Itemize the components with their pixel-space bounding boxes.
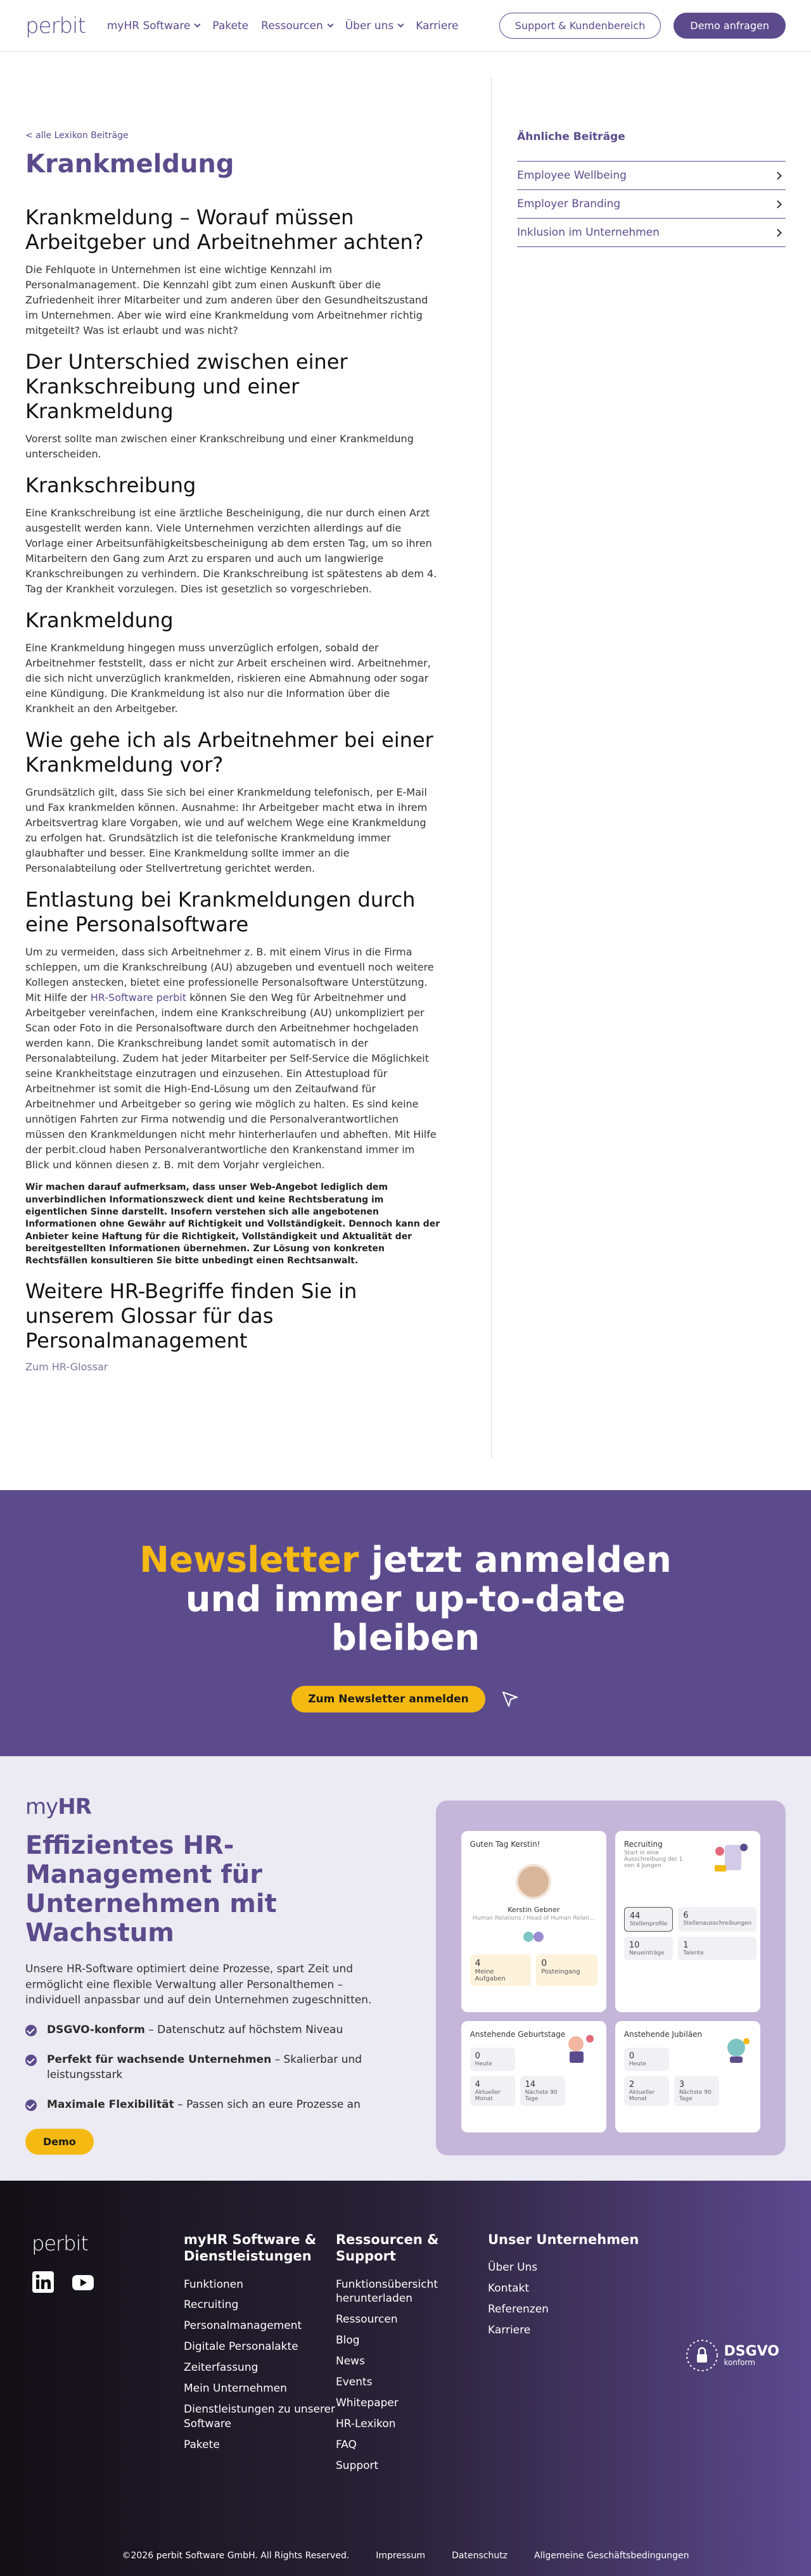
page-title: Krankmeldung <box>25 150 234 179</box>
footer-column-title: Unser Unternehmen <box>488 2232 639 2247</box>
demo-request-button[interactable]: Demo anfragen <box>674 13 786 39</box>
stat-label: Stellenprofile <box>629 1921 668 1927</box>
check-circle-icon <box>25 2025 37 2036</box>
paragraph-relief <box>25 945 440 1173</box>
footer-link[interactable]: Pakete <box>184 2439 220 2451</box>
avatar <box>516 1864 551 1899</box>
footer-column-resources <box>336 2231 488 2480</box>
footer-link[interactable]: Referenzen <box>488 2303 549 2316</box>
gdpr-badge <box>684 2231 779 2480</box>
feature-bold: Maximale Flexibilität <box>47 2098 174 2111</box>
stat-value: 10 <box>629 1941 640 1950</box>
legal-disclaimer: Wir machen darauf aufmerksam, dass unser Web-Angebot lediglich dem unverbindlichen Informationszweck dient und keine Rechtsberatung im eigentlichen Sinne darstellt. Insofern verstehen sich alle angebotenen Informationen ohne Gewähr auf Richtigkeit und Vollständigkeit. Dennoch kann der Anbieter keine Haftung für die Richtigkeit, Vollständigkeit und Aktualität der bereitgestellten Informationen übernehmen. Zur Lösung von konkreten Rechtsfällen konsultieren Sie bitte unbedingt einen Rechtsanwalt. <box>25 1182 440 1266</box>
dashboard-preview <box>436 1801 786 2155</box>
feature-rest: – Passen sich an eure Prozesse an <box>174 2098 361 2111</box>
feature-text <box>47 2052 404 2083</box>
stat-value: 4 <box>475 1958 481 1968</box>
support-button[interactable]: Support & Kundenbereich <box>499 13 661 39</box>
recruiting-title: Recruiting <box>623 1840 663 1849</box>
footer-link[interactable]: Mein Unternehmen <box>184 2382 287 2395</box>
newsletter-action <box>291 1686 520 1712</box>
footer-bottom <box>0 2551 811 2561</box>
header-actions <box>499 13 786 39</box>
footer-link[interactable]: Funktionsübersicht herunterladen <box>336 2278 438 2305</box>
stat-value: 14 <box>525 2080 536 2089</box>
chevron-down-icon <box>398 22 404 28</box>
cursor-arrow-icon <box>501 1690 520 1709</box>
myhr-promo <box>0 1756 811 2181</box>
footer-column-title: myHR Software & Dienstleistungen <box>184 2232 317 2264</box>
stat-tasks <box>470 1954 532 1986</box>
footer-link[interactable]: Events <box>336 2376 373 2389</box>
hr-software-link[interactable]: HR-Software perbit <box>90 992 187 1004</box>
stat-profiles <box>624 1907 673 1932</box>
related-post-item[interactable] <box>517 189 786 218</box>
myhr-logo-prefix: my <box>25 1794 58 1820</box>
related-posts-title: Ähnliche Beiträge <box>517 131 625 143</box>
related-post-label: Employer Branding <box>517 198 621 210</box>
jubilee-illustration <box>711 2029 753 2067</box>
stat-label: Posteingang <box>541 1968 580 1975</box>
stat-label: Heute <box>629 2061 646 2067</box>
stat-label: Nächste 90 Tage <box>679 2089 712 2102</box>
footer-link[interactable]: Dienstleistungen zu unserer Software <box>184 2403 336 2431</box>
recruiting-illustration <box>711 1839 753 1877</box>
youtube-icon[interactable] <box>70 2271 96 2296</box>
nav-pakete[interactable] <box>212 20 248 32</box>
paragraph-krankschreibung: Eine Krankschreibung ist eine ärztliche Bescheinigung, die nur durch einen Arzt ausgestellt werden kann. Viele Unternehmen verzichten allerdings auf die Vorlage einer Arbeitsunfähigkeitsbescheinigung ab dem ersten Tag, um so ihren Mitarbeitern den Gang zum Arzt zu ersparen und auch um langwierige Krankschreibungen zu verhindern. Die Krankschreibung ist spätestens ab dem 4. Tag der Krankheit vorzulegen. Dies ist gesetzlich so vorgeschrieben. <box>25 507 437 596</box>
stat-value: 2 <box>629 2080 635 2089</box>
footer-link[interactable]: Support <box>336 2459 379 2472</box>
myhr-logo <box>25 1794 404 1820</box>
nav-label: Karriere <box>416 19 459 32</box>
related-posts-list <box>517 161 786 247</box>
birthday-stats <box>470 2048 565 2106</box>
nav-label: Über uns <box>345 19 394 32</box>
team-dot <box>533 1932 544 1942</box>
gdpr-text <box>724 2345 779 2366</box>
stat-label: Aktueller Monat <box>629 2089 655 2102</box>
stat-label: Stellenausschreibungen <box>683 1920 752 1927</box>
stat-label: Aktueller Monat <box>475 2089 501 2102</box>
myhr-title: Effizientes HR-Management für Unternehmen mit Wachstum <box>25 1831 277 1948</box>
copyright: ©2026 perbit Software GmbH. All Rights Reserved. <box>122 2551 350 2561</box>
footer-column-software <box>184 2231 336 2480</box>
nav-label: Pakete <box>212 19 249 32</box>
paragraph-intro: Die Fehlquote in Unternehmen ist eine wichtige Kennzahl im Personalmanagement. Die Kennzahl gibt zum einen Auskunft über die Zufriedenheit ihrer Mitarbeiter und zum anderen über den Gesundheitszustand im Unternehmen. Aber wie wird eine Krankmeldung vom Arbeitnehmer richtig mitgeteilt? Was ist erlaubt und was nicht? <box>25 264 428 337</box>
chevron-right-icon <box>774 229 782 237</box>
jubilees-card <box>615 2021 760 2133</box>
footer-link[interactable]: Karriere <box>488 2324 531 2337</box>
feature-item <box>25 2052 404 2083</box>
person-name: Kerstin Gebner <box>508 1906 560 1914</box>
gdpr-sub: konform <box>724 2357 755 2367</box>
newsletter-title-accent: Newsletter <box>139 1540 359 1581</box>
footer-link[interactable]: Zeiterfassung <box>184 2361 259 2375</box>
myhr-logo-suffix: HR <box>58 1794 91 1820</box>
feature-item <box>25 2097 404 2113</box>
glossary-link[interactable]: Zum HR-Glossar <box>25 1360 108 1373</box>
stat-value: 3 <box>679 2080 685 2089</box>
welcome-stats <box>470 1954 597 1986</box>
heading-how-to: Wie gehe ich als Arbeitnehmer bei einer Krankmeldung vor? <box>25 728 433 777</box>
stat-month <box>624 2076 669 2106</box>
footer-column-company <box>488 2231 640 2480</box>
heading-relief: Entlastung bei Krankmeldungen durch eine Personalsoftware <box>25 888 416 937</box>
jubilee-stats <box>624 2048 719 2106</box>
nav-ressourcen[interactable] <box>261 20 333 32</box>
chevron-right-icon <box>774 200 782 208</box>
stat-label: Talente <box>683 1950 704 1956</box>
site-footer <box>0 2181 811 2576</box>
team-avatars <box>470 1932 597 1942</box>
newsletter-signup-button[interactable]: Zum Newsletter anmelden <box>291 1686 485 1712</box>
check-circle-icon <box>25 2055 37 2066</box>
newsletter-title <box>120 1541 691 1658</box>
footer-logo[interactable]: perbit <box>32 2231 88 2255</box>
main-nav <box>107 20 459 32</box>
stat-label: Neueinträge <box>629 1950 665 1956</box>
stat-value: 0 <box>541 1958 547 1968</box>
stat-value: 0 <box>629 2051 635 2061</box>
jubilees-title: Anstehende Jubiläen <box>623 2030 703 2039</box>
birthdays-card <box>461 2021 606 2133</box>
feature-rest: – Datenschutz auf höchstem Niveau <box>144 2023 343 2036</box>
stat-today <box>470 2048 515 2071</box>
footer-link[interactable]: Über Uns <box>488 2261 538 2274</box>
paragraph-krankmeldung: Eine Krankmeldung hingegen muss unverzüglich erfolgen, sobald der Arbeitnehmer feststellt, dass er nicht zur Arbeit erscheinen wird. Arbeitnehmer, die sich nicht unverzüglich krankmelden, riskieren eine Abmahnung oder sogar eine Kündigung. Die Krankmeldung ist also nur die Information über die Krankheit an den Arbeitgeber. <box>25 642 431 715</box>
nav-label: myHR Software <box>106 19 191 32</box>
footer-link[interactable]: Blog <box>336 2334 360 2347</box>
related-post-item[interactable] <box>517 161 786 189</box>
newsletter-title-rest: jetzt anmelden und immer up-to-date bleiben <box>185 1540 672 1659</box>
nav-ueber-uns[interactable] <box>345 20 404 32</box>
perbit-logo[interactable]: perbit <box>25 13 86 39</box>
paragraph-difference: Vorerst sollte man zwischen einer Krankschreibung und einer Krankmeldung unterscheiden. <box>25 433 414 461</box>
stat-value: 44 <box>629 1911 641 1921</box>
nav-karriere[interactable] <box>416 20 458 32</box>
related-post-label: Inklusion im Unternehmen <box>517 226 660 239</box>
stat-new-entries <box>624 1937 673 1960</box>
person-role: Human Relations / Head of Human Relati... <box>472 1915 595 1922</box>
footer-link[interactable]: Recruiting <box>184 2299 239 2312</box>
social-links <box>32 2271 184 2296</box>
stat-label: Nächste 90 Tage <box>525 2089 558 2102</box>
feature-rest: – Skalierbar und leistungsstark <box>47 2053 362 2082</box>
stat-label: Heute <box>475 2061 492 2067</box>
stat-job-ads <box>678 1907 757 1932</box>
newsletter-banner <box>0 1490 811 1756</box>
team-dot <box>523 1932 533 1942</box>
heading-krankschreibung: Krankschreibung <box>25 473 196 498</box>
linkedin-icon[interactable] <box>32 2271 54 2296</box>
chevron-down-icon <box>327 22 333 28</box>
footer-link[interactable]: News <box>336 2355 365 2368</box>
feature-item <box>25 2022 404 2038</box>
myhr-description: Unsere HR-Software optimiert deine Prozesse, spart Zeit und ermöglicht eine flexible Verwaltung aller Personalthemen – individuell anpassbar und auf dein Unternehmen zugeschnitten. <box>25 1963 372 2007</box>
stat-talents <box>678 1937 757 1960</box>
footer-link[interactable]: FAQ <box>336 2439 357 2451</box>
dashboard-grid <box>461 1831 760 2133</box>
recruiting-stats <box>624 1907 751 1960</box>
paragraph-how-to: Grundsätzlich gilt, dass Sie sich bei einer Krankmeldung telefonisch, per E-Mail und Fax krankmelden können. Ausnahme: Ihr Arbeitgeber macht etwa in ihrem Arbeitsvertrag klare Vorgaben, wie und auf welchem Wege eine Krankmeldung zu erfolgen hat. Grundsätzlich ist die telefonische Krankmeldung immer glaubhafter und besser. Eine Krankmeldung sollte immer an die Personalabteilung oder Stellvertretung gerichtet werden. <box>25 786 428 875</box>
welcome-greeting: Guten Tag Kerstin! <box>469 1840 540 1849</box>
footer-top <box>32 2231 779 2480</box>
birthday-illustration <box>557 2029 599 2067</box>
heading-difference: Der Unterschied zwischen einer Krankschreibung und einer Krankmeldung <box>25 350 348 424</box>
heading-more-terms: Weitere HR-Begriffe finden Sie in unserem Glossar für das Personalmanagement <box>25 1278 357 1353</box>
myhr-promo-text <box>25 1794 404 2181</box>
chevron-right-icon <box>774 172 782 180</box>
feature-text <box>47 2022 343 2038</box>
footer-link[interactable]: Ressourcen <box>336 2313 398 2326</box>
heading-intro: Krankmeldung – Worauf müssen Arbeitgeber und Arbeitnehmer achten? <box>25 205 424 255</box>
paragraph-relief-part-1: Um zu vermeiden, dass sich Arbeitnehmer z. B. mit einem Virus in die Firma schleppen, um die Krankschreibung (AU) abzugeben und eventuell noch weitere Kollegen anstecken, bietet eine professionelle Personalsoftware Unterstützung. Mit Hilfe der <box>25 946 434 1004</box>
recruiting-subtitle: Start in eine Ausschreibung der 1 von 4 Jungen <box>623 1850 683 1869</box>
stat-value: 4 <box>475 2080 480 2089</box>
related-post-item[interactable] <box>517 218 786 247</box>
footer-brand <box>32 2231 184 2480</box>
footer-link[interactable]: Kontakt <box>488 2282 530 2295</box>
stat-label: Meine Aufgaben <box>475 1968 506 1982</box>
birthdays-title: Anstehende Geburtstage <box>469 2030 566 2039</box>
stat-value: 1 <box>683 1941 689 1950</box>
footer-link[interactable]: Whitepaper <box>336 2397 399 2410</box>
demo-button[interactable]: Demo <box>25 2129 94 2155</box>
stat-value: 0 <box>475 2051 480 2061</box>
sidebar-divider <box>491 77 492 1458</box>
check-circle-icon <box>25 2100 37 2111</box>
back-to-lexicon-link[interactable]: < alle Lexikon Beiträge <box>25 131 129 141</box>
recruiting-card <box>615 1831 760 2012</box>
gdpr-main: DSGVO <box>724 2343 779 2359</box>
welcome-card <box>461 1831 606 2012</box>
feature-text <box>47 2097 361 2113</box>
stat-month <box>470 2076 515 2106</box>
footer-link[interactable]: HR-Lexikon <box>336 2418 396 2431</box>
stat-next-90 <box>520 2076 565 2106</box>
related-posts-sidebar <box>517 77 786 1490</box>
feature-bold: DSGVO-konform <box>47 2023 145 2036</box>
footer-link[interactable]: Funktionen <box>184 2278 244 2291</box>
impressum-link[interactable]: Impressum <box>376 2551 426 2561</box>
terms-link[interactable]: Allgemeine Geschäftsbedingungen <box>534 2551 689 2561</box>
feature-bold: Perfekt für wachsende Unternehmen <box>47 2053 272 2066</box>
stat-today <box>624 2048 669 2071</box>
stat-next-90 <box>674 2076 719 2106</box>
lexicon-article <box>25 77 440 1490</box>
chevron-down-icon <box>195 22 201 28</box>
main-content <box>0 52 811 1490</box>
nav-label: Ressourcen <box>261 19 323 32</box>
related-post-label: Employee Wellbeing <box>517 169 627 182</box>
paragraph-relief-part-2: können Sie den Weg für Arbeitnehmer und Arbeitgeber vereinfachen, indem eine Krankschreibung (AU) unkompliziert per Scan oder Foto in die Personalsoftware durch den Arbeitnehmer hochgeladen werden kann. Die Krankschreibung landet somit automatisch in der Personalabteilung. Zudem hat jeder Mitarbeiter per Self-Service die Möglichkeit seine Krankheitstage einzutragen und einzusehen. Ein Attestupload für Arbeitnehmer ist somit die High-End-Lösung um den Zeitaufwand für Arbeitnehmer und Arbeitgeber so gering wie möglich zu halten. Es sind keine unnötigen Fahrten zur Firma notwendig und die Personalverantwortlichen müssen den Krankmeldungen nicht mehr hinterherlaufen und abheften. Mit Hilfe der perbit.cloud haben Personalverantwortliche den Krankenstand immer im Blick und können diesen z. B. mit dem Vorjahr vergleichen. <box>25 992 437 1171</box>
footer-link[interactable]: Digitale Personalakte <box>184 2340 298 2354</box>
footer-column-title: Ressourcen & Support <box>336 2232 439 2264</box>
privacy-link[interactable]: Datenschutz <box>452 2551 508 2561</box>
heading-krankmeldung: Krankmeldung <box>25 608 174 633</box>
stat-value: 6 <box>683 1911 689 1920</box>
stat-inbox <box>536 1954 597 1986</box>
gdpr-seal-icon <box>684 2338 720 2373</box>
nav-myhr-software[interactable] <box>107 20 200 32</box>
footer-link[interactable]: Personalmanagement <box>184 2319 302 2333</box>
site-header <box>0 0 811 52</box>
